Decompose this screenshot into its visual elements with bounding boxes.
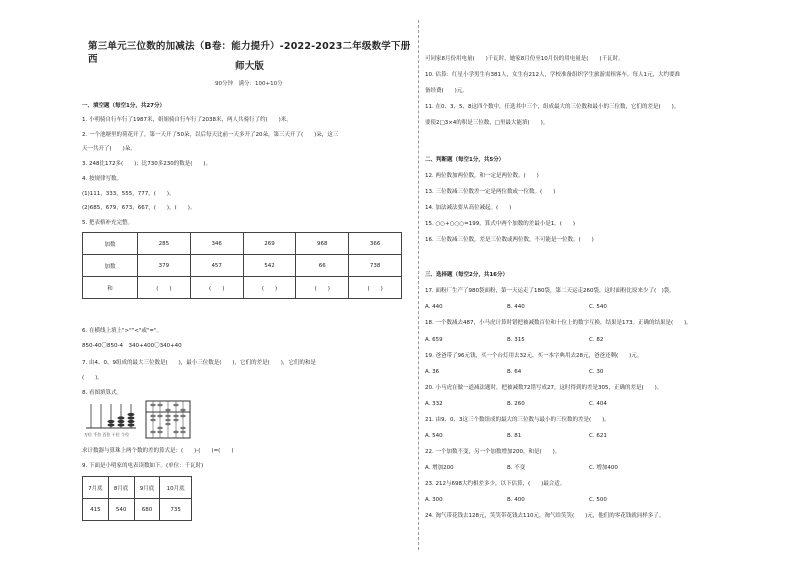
question-16: 16. 三位数减三位数，差是三位数或两位数，不可能是一位数。( ) [425, 237, 594, 243]
question-21: 21. 由9、0、3这三个数组成的最大的三位数与最小的三位数的差是( )。 [425, 417, 610, 423]
table-cell: 680 [134, 499, 160, 521]
question-7-cont: ( )。 [82, 375, 103, 381]
question-9-cont: 可同家8月份用电量( )千瓦时，她家8月份至10月份的用电量是( )千瓦时。 [425, 56, 624, 62]
question-19: 19. 爸爸带了96元钱，买一个台灯用去32元，买一本字典用去28元，爸爸还剩( )元。 [425, 353, 643, 359]
question-9: 9. 下面是小明家的电表读数如下。(单位：千瓦时) [82, 463, 204, 469]
question-2-cont: 天一共开了( )朵。 [82, 146, 136, 152]
question-11-cont: 要使2□3×4的积是三位数，□里最大能填( )。 [425, 120, 549, 126]
question-4-a: (1)111，333，555，777，( )。 [82, 191, 175, 197]
question-20: 20. 小马虎在做一道减法题时，把被减数72错写成27，这时得到的差是305，正确的差是( )。 [425, 385, 663, 391]
question-4: 4. 按规律写数。 [82, 176, 122, 182]
table-header: 8月底 [108, 477, 134, 499]
option-b[interactable]: B. 260 [507, 401, 525, 407]
answer-blank[interactable]: ( ) [138, 277, 191, 299]
option-b[interactable]: B. 不变 [507, 465, 526, 471]
option-a[interactable]: A. 36 [425, 369, 440, 375]
options-22 [425, 465, 618, 472]
table-row [83, 277, 402, 299]
table-row [83, 477, 192, 499]
option-b[interactable]: B. 315 [507, 337, 525, 343]
question-8-b: 求计数器与算珠上两个数的差的算式是：( )-( )=( ) [82, 448, 234, 454]
options-20 [425, 401, 607, 408]
option-a[interactable]: A. 332 [425, 401, 443, 407]
abacus-icon [145, 400, 191, 440]
section-heading-fill: 一、填空题（每空1分，共27分） [82, 103, 165, 109]
option-c[interactable]: C. 621 [589, 433, 607, 439]
question-17: 17. 面粉厂生产了980袋面粉，第一天运走了180袋，第二天运走260袋，这时面粉比原来少了( )袋。 [425, 288, 675, 294]
table-cell: 415 [83, 499, 109, 521]
table-row [83, 499, 192, 521]
answer-blank[interactable]: ( ) [296, 277, 349, 299]
options-18 [425, 337, 603, 344]
question-10-cont: 备经费( )元。 [425, 88, 468, 94]
question-23: 23. 212与698大约相差多少，以下估算，( )最合适。 [425, 481, 566, 487]
row-label: 加数 [83, 233, 138, 255]
option-a[interactable]: A. 540 [425, 433, 443, 439]
question-6: 6. 在横线上填上">""<"或"="。 [82, 328, 163, 334]
table-row [83, 255, 402, 277]
option-a[interactable]: A. 增加200 [425, 465, 454, 471]
question-3: 3. 248比172多( )；比730多230的数是( )。 [82, 161, 212, 167]
option-c[interactable]: C. 30 [589, 369, 604, 375]
table-cell: 269 [243, 233, 296, 255]
section-heading-choice: 三、选择题（每空2分，共16分） [425, 272, 508, 278]
table-cell: 66 [296, 255, 349, 277]
question-5: 5. 把表格补充完整。 [82, 220, 133, 226]
table-row [83, 233, 402, 255]
table-cell: 285 [138, 233, 191, 255]
answer-blank[interactable]: ( ) [190, 277, 243, 299]
row-label: 和 [83, 277, 138, 299]
table-cell: 738 [349, 255, 402, 277]
option-c[interactable]: C. 82 [589, 337, 604, 343]
option-b[interactable]: B. 400 [507, 497, 525, 503]
options-21 [425, 433, 607, 440]
question-24: 24. 淘气带花钱去128元，笑笑带花钱去110元，淘气给笑笑( )元，他们的零花钱就同样多了。 [425, 513, 665, 519]
question-6-a: 850-40〇850-4 340+400〇340+40 [82, 343, 182, 349]
option-c[interactable]: C. 540 [589, 304, 607, 310]
question-18: 18. 一个数减去487，小马虎计算时错把被减数百位和十位上的数字互换，结果是173。正确的结果是( )。 [425, 320, 692, 326]
options-23 [425, 497, 607, 504]
table-cell: 379 [138, 255, 191, 277]
column-divider [418, 20, 419, 550]
question-7: 7. 由4、0、9组成的最大三位数是( )，最小三位数是( )，它们的差是( )，它们的和是 [82, 360, 316, 366]
table-header: 9月底 [134, 477, 160, 499]
question-11: 11. 在0、3、5、8这四个数中，任选其中三个，组成最大的三位数和最小的三位数，它们的差是( )。 [425, 104, 680, 110]
answer-blank[interactable]: ( ) [349, 277, 402, 299]
table-cell: 542 [243, 255, 296, 277]
page-title: 第三单元三位数的加减法（B卷：能力提升）-2022-2023二年级数学下册西 [88, 41, 411, 65]
page-title-line2: 师大版 [235, 61, 265, 72]
question-22: 22. 一个加数不变，另一个加数增加200，和是( )。 [425, 449, 561, 455]
table-cell: 540 [108, 499, 134, 521]
option-c[interactable]: C. 增加400 [589, 465, 618, 471]
question-12: 12. 两位数加两位数，和一定是两位数。( ) [425, 173, 539, 179]
counter-place-labels: 万位 千位 百位 十位 个位 [84, 432, 130, 437]
option-a[interactable]: A. 659 [425, 337, 443, 343]
answer-blank[interactable]: ( ) [243, 277, 296, 299]
row-label: 加数 [83, 255, 138, 277]
table-cell: 346 [190, 233, 243, 255]
table-cell: 735 [160, 499, 192, 521]
section-heading-judge: 二、判断题（每空1分，共5分） [425, 157, 505, 163]
question-15: 15. ○○+○○○=199，算式中两个加数的差最小是1。( ) [425, 221, 575, 227]
table-cell: 457 [190, 255, 243, 277]
question-8: 8. 看图填算式。 [82, 390, 122, 396]
table-cell: 968 [296, 233, 349, 255]
question-2: 2. 一个池塘里的荷花开了，第一天开了50朵，以后每天比前一天多开了20朵，第三天开了( )朵，这三 [82, 132, 339, 138]
question-13: 13. 三位数减三位数差一定是两位数或一位数。( ) [425, 189, 556, 195]
question-14: 14. 加法减法要从高位减起。( ) [425, 205, 512, 211]
meter-table [82, 476, 192, 521]
option-b[interactable]: B. 81 [507, 433, 522, 439]
options-19 [425, 369, 603, 376]
table-header: 10月底 [160, 477, 192, 499]
table-cell: 366 [349, 233, 402, 255]
option-a[interactable]: A. 300 [425, 497, 443, 503]
exam-subtitle: 90分钟 满分：100+10分 [215, 81, 283, 87]
table-header: 7月底 [83, 477, 109, 499]
option-c[interactable]: C. 500 [589, 497, 607, 503]
option-c[interactable]: C. 404 [589, 401, 607, 407]
options-17 [425, 304, 607, 311]
question-4-b: (2)685，679，673，667，( )，( )。 [82, 205, 196, 211]
question-10: 10. 估算：红星小学男生有381人，女生有212人，学校准备组织学生旅游需租客车，每人1元，大约要准 [425, 72, 680, 78]
option-b[interactable]: B. 64 [507, 369, 522, 375]
addition-table [82, 232, 402, 299]
option-a[interactable]: A. 440 [425, 304, 443, 310]
option-b[interactable]: B. 440 [507, 304, 525, 310]
question-1: 1. 小明骑自行车行了1987米，姐姐骑自行车行了2038米，两人共骑行了约( )米。 [82, 117, 292, 123]
